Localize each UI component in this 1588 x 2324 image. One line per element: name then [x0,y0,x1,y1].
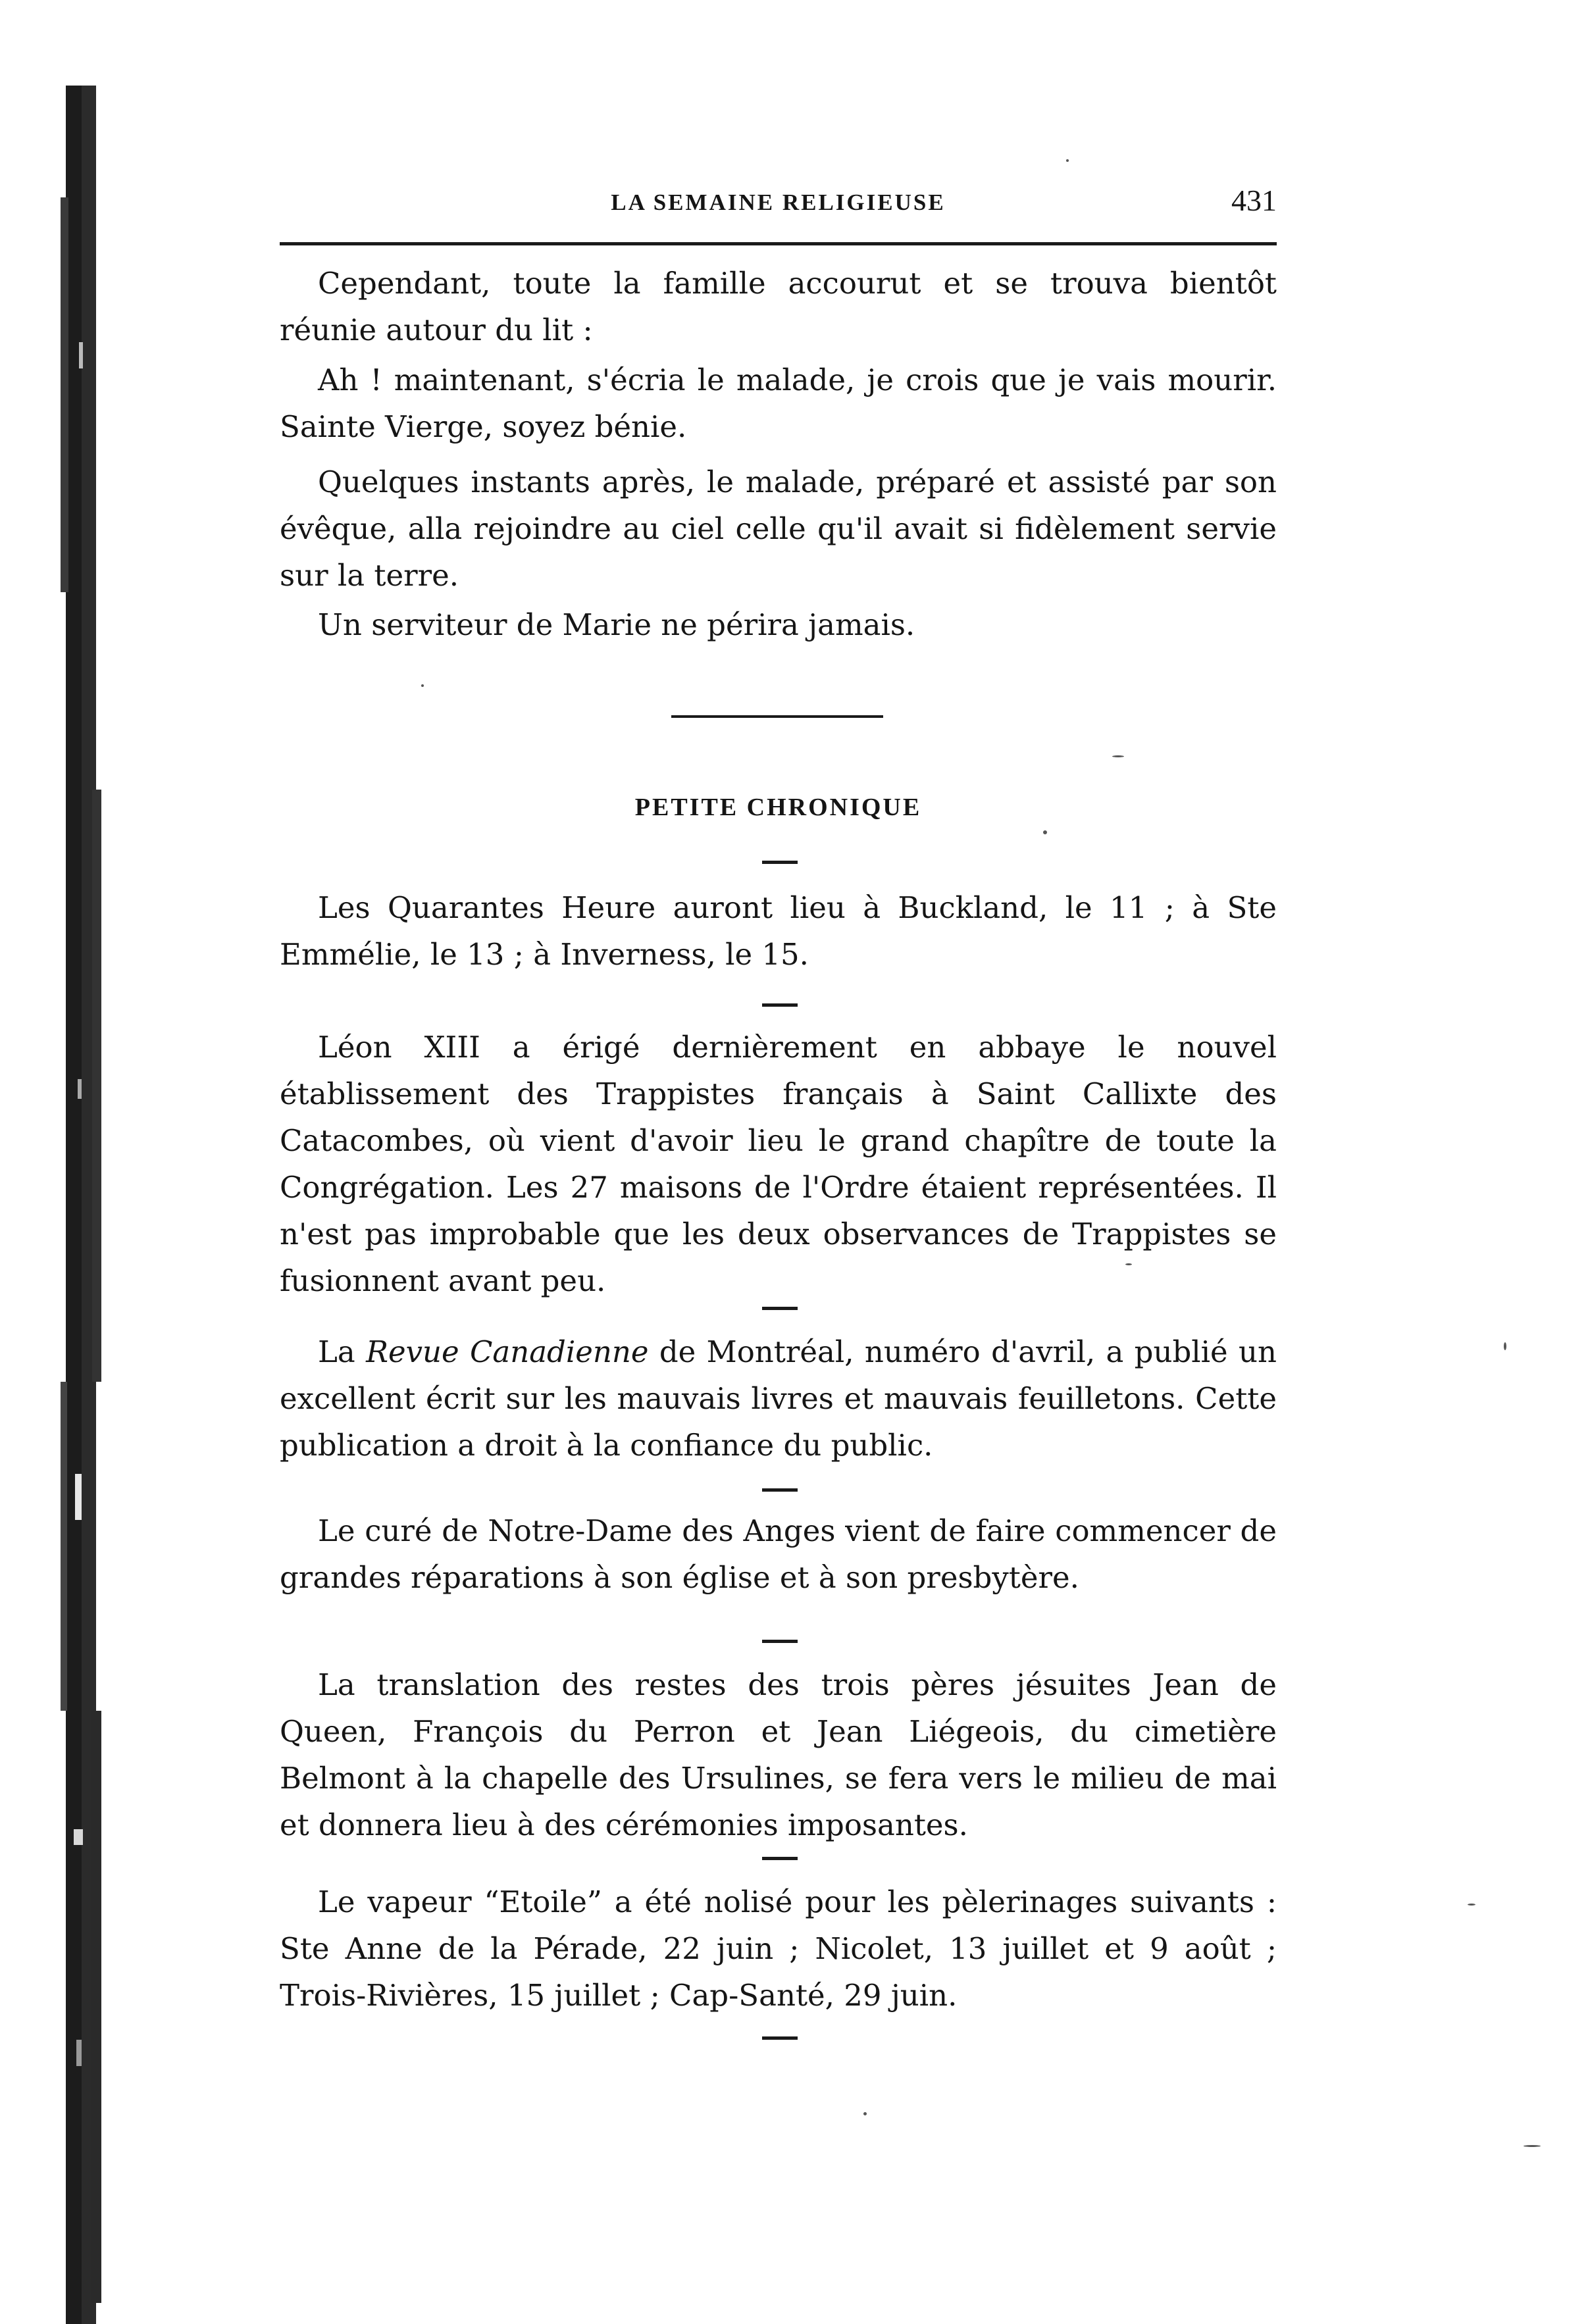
dash-separator [762,1307,798,1310]
intro-paragraph-2: Ah ! maintenant, s'écria le malade, je crois que je vais mourir. Sainte Vierge, soyez bénie. [280,363,1277,444]
dash-separator [762,1857,798,1860]
scan-speck [1468,1904,1475,1906]
journal-title: Revue Canadienne [366,1334,649,1369]
scan-speck [1504,1342,1506,1350]
page-number: 431 [1231,184,1277,217]
scan-speck [1524,2145,1541,2147]
header-rule [280,242,1277,245]
scan-speck [421,684,424,687]
scan-speck [1125,1263,1132,1265]
news-item-2: Léon XIII a érigé dernièrement en abbaye le nouvel établissement des Trappistes français à Saint Callixte des Catacombes, où vient d'avoir lieu le grand chapître de toute la Congrégation. Les 27 maisons de l'Ordre étaient représentées. Il n'est pas improbable que les deux observances de Trappistes se fusionnent avant peu. [280,1030,1277,1298]
dash-separator [762,2036,798,2040]
scan-speck [1112,755,1124,757]
scan-speck [1066,159,1069,162]
running-title: LA SEMAINE RELIGIEUSE [611,189,946,215]
page-header [280,178,1277,230]
news-item-1: Les Quarantes Heure auront lieu à Buckland, le 11 ; à Ste Emmélie, le 13 ; à Inverness, le 15. [280,890,1277,972]
dash-separator [762,1488,798,1492]
news-item-5: La translation des restes des trois pères jésuites Jean de Queen, François du Perron et Jean Liégeois, du cimetière Belmont à la chapelle des Ursulines, se fera vers le milieu de mai et donnera lieu à des cérémonies imposantes. [280,1667,1277,1842]
intro-paragraph-3: Quelques instants après, le malade, préparé et assisté par son évêque, alla rejoindre au ciel celle qu'il avait si fidèlement servie sur la terre. [280,465,1277,593]
scan-speck [863,2112,867,2115]
news-item-4: Le curé de Notre-Dame des Anges vient de faire commencer de grandes réparations à son église et à son presbytère. [280,1513,1277,1595]
intro-paragraph-4: Un serviteur de Marie ne périra jamais. [318,607,915,642]
intro-paragraph-1: Cependant, toute la famille accourut et se trouva bientôt réunie autour du lit : [280,266,1277,347]
section-divider [671,715,883,718]
dash-separator [762,1003,798,1007]
news-item-3-lead: La [318,1334,367,1369]
dash-separator [762,1640,798,1643]
dash-separator [762,861,798,864]
section-title: PETITE CHRONIQUE [634,794,922,821]
news-item-6: Le vapeur “Etoile” a été nolisé pour les pèlerinages suivants : Ste Anne de la Pérade, 22 juin ; Nicolet, 13 juillet et 9 août ; Trois-Rivières, 15 juillet ; Cap-Santé, 29 juin. [280,1884,1277,2013]
news-item-3 [280,1328,1277,1469]
scan-speck [1043,830,1047,834]
binding-edge [0,0,178,2324]
news-item-3-rest: de Montréal, numéro d'avril, a publié un excellent écrit sur les mauvais livres et mauvais feuilletons. Cette publication a droit à la confiance du public. [280,1334,1277,1463]
